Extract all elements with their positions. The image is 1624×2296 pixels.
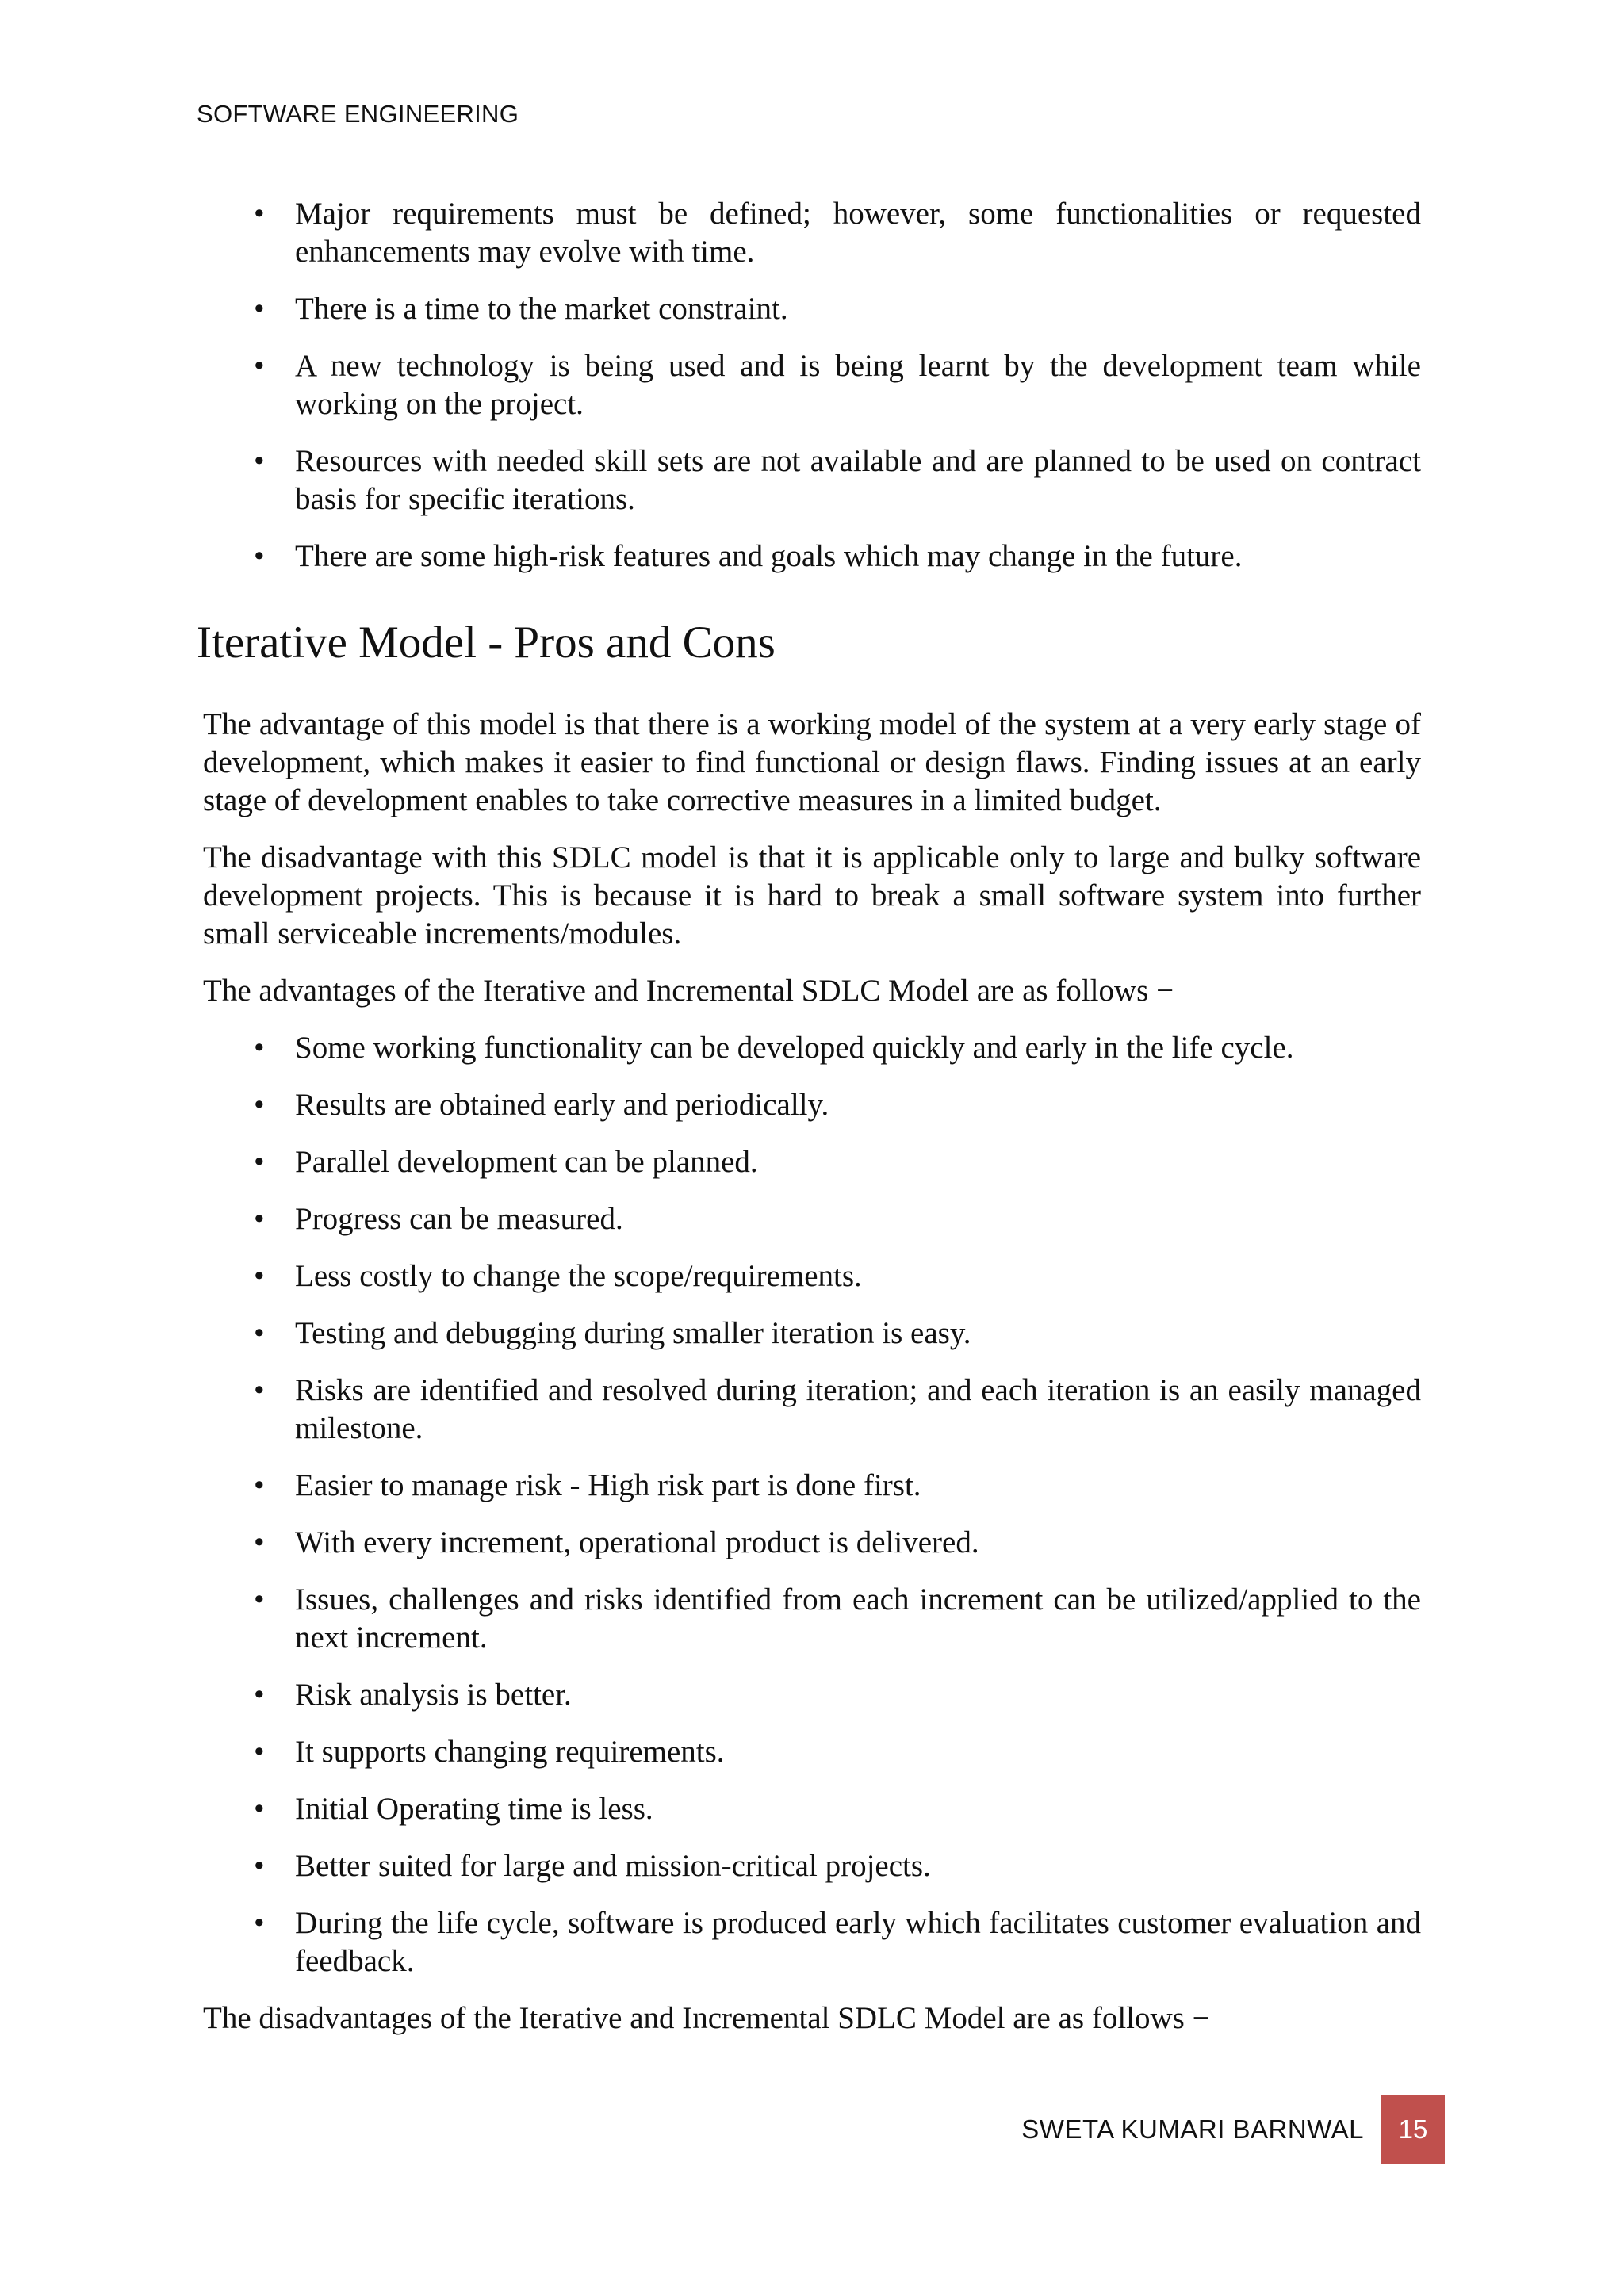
advantages-list [203, 1029, 1421, 1980]
page-number-badge: 15 [1381, 2095, 1445, 2164]
list-item [203, 1904, 1421, 1980]
list-item-text: It supports changing requirements. [295, 1735, 725, 1769]
list-item [203, 1314, 1421, 1353]
bullet-icon: • [254, 1735, 265, 1769]
list-item-text: Parallel development can be planned. [295, 1145, 758, 1179]
bullet-icon: • [254, 1316, 265, 1350]
list-item [203, 1086, 1421, 1124]
list-item [203, 1676, 1421, 1714]
list-item [203, 1847, 1421, 1885]
list-item-text: Testing and debugging during smaller iteration is easy. [295, 1316, 971, 1350]
bullet-icon: • [254, 1088, 265, 1122]
list-item [203, 538, 1421, 576]
list-item [203, 1467, 1421, 1505]
list-item-text: With every increment, operational product is delivered. [295, 1525, 979, 1559]
advantage-paragraph: The advantage of this model is that there is a working model of the system at a very early stage of development, which makes it easier to find functional or design flaws. Finding issues at an early stage of development enables to take corrective measures in a limited budget. [203, 707, 1421, 817]
list-item [203, 442, 1421, 519]
bullet-icon: • [254, 349, 265, 383]
bullet-icon: • [254, 1792, 265, 1826]
top-bullet-list [203, 195, 1421, 576]
list-item [203, 1372, 1421, 1448]
bullet-icon: • [254, 1373, 265, 1407]
bullet-icon: • [254, 1031, 265, 1065]
list-item [203, 1257, 1421, 1295]
bullet-icon: • [254, 1582, 265, 1617]
bullet-icon: • [254, 1525, 265, 1559]
list-item-text: Issues, challenges and risks identified from each increment can be utilized/applied to the next increment. [295, 1582, 1421, 1655]
bullet-icon: • [254, 1906, 265, 1940]
bullet-icon: • [254, 292, 265, 326]
list-item-text: Progress can be measured. [295, 1202, 623, 1236]
bullet-icon: • [254, 444, 265, 478]
running-header-title: SOFTWARE ENGINEERING [197, 100, 519, 128]
list-item-text: Major requirements must be defined; however, some functionalities or requested enhancements may evolve with time. [295, 197, 1421, 269]
list-item-text: Initial Operating time is less. [295, 1792, 653, 1826]
bullet-icon: • [254, 1468, 265, 1502]
top-bullet-list-container [203, 195, 1421, 595]
bullet-icon: • [254, 1678, 265, 1712]
section-heading: Iterative Model - Pros and Cons [197, 618, 776, 668]
bullet-icon: • [254, 197, 265, 231]
bullet-icon: • [254, 1202, 265, 1236]
disadvantages-intro: The disadvantages of the Iterative and Incremental SDLC Model are as follows − [203, 2001, 1210, 2035]
list-item [203, 1524, 1421, 1562]
list-item-text: Risks are identified and resolved during iteration; and each iteration is an easily managed milestone. [295, 1373, 1421, 1445]
list-item-text: During the life cycle, software is produced early which facilitates customer evaluation and feedback. [295, 1906, 1421, 1978]
list-item [203, 290, 1421, 328]
bullet-icon: • [254, 1145, 265, 1179]
list-item [203, 1200, 1421, 1238]
list-item-text: There are some high-risk features and goals which may change in the future. [295, 539, 1243, 573]
list-item [203, 195, 1421, 271]
list-item-text: A new technology is being used and is being learnt by the development team while working on the project. [295, 349, 1421, 421]
page-footer [1021, 2095, 1445, 2164]
list-item-text: Some working functionality can be developed quickly and early in the life cycle. [295, 1031, 1294, 1065]
list-item [203, 1143, 1421, 1181]
list-item-text: Resources with needed skill sets are not available and are planned to be used on contract basis for specific iterations. [295, 444, 1421, 516]
footer-author: SWETA KUMARI BARNWAL [1021, 2114, 1364, 2144]
list-item-text: Risk analysis is better. [295, 1678, 572, 1712]
disadvantage-paragraph: The disadvantage with this SDLC model is that it is applicable only to large and bulky software development projects. This is because it is hard to break a small software system into further small serviceable increments/modules. [203, 840, 1421, 951]
advantages-intro: The advantages of the Iterative and Incremental SDLC Model are as follows − [203, 974, 1174, 1008]
list-item-text: Results are obtained early and periodically. [295, 1088, 829, 1122]
list-item [203, 1581, 1421, 1657]
list-item [203, 1790, 1421, 1828]
list-item-text: There is a time to the market constraint. [295, 292, 788, 326]
bullet-icon: • [254, 1849, 265, 1883]
list-item [203, 1029, 1421, 1067]
list-item-text: Less costly to change the scope/requirements. [295, 1259, 862, 1293]
list-item-text: Better suited for large and mission-critical projects. [295, 1849, 931, 1883]
bullet-icon: • [254, 1259, 265, 1293]
section-body [203, 706, 1421, 2057]
list-item [203, 1733, 1421, 1771]
list-item [203, 347, 1421, 423]
bullet-icon: • [254, 539, 265, 573]
list-item-text: Easier to manage risk - High risk part is done first. [295, 1468, 921, 1502]
